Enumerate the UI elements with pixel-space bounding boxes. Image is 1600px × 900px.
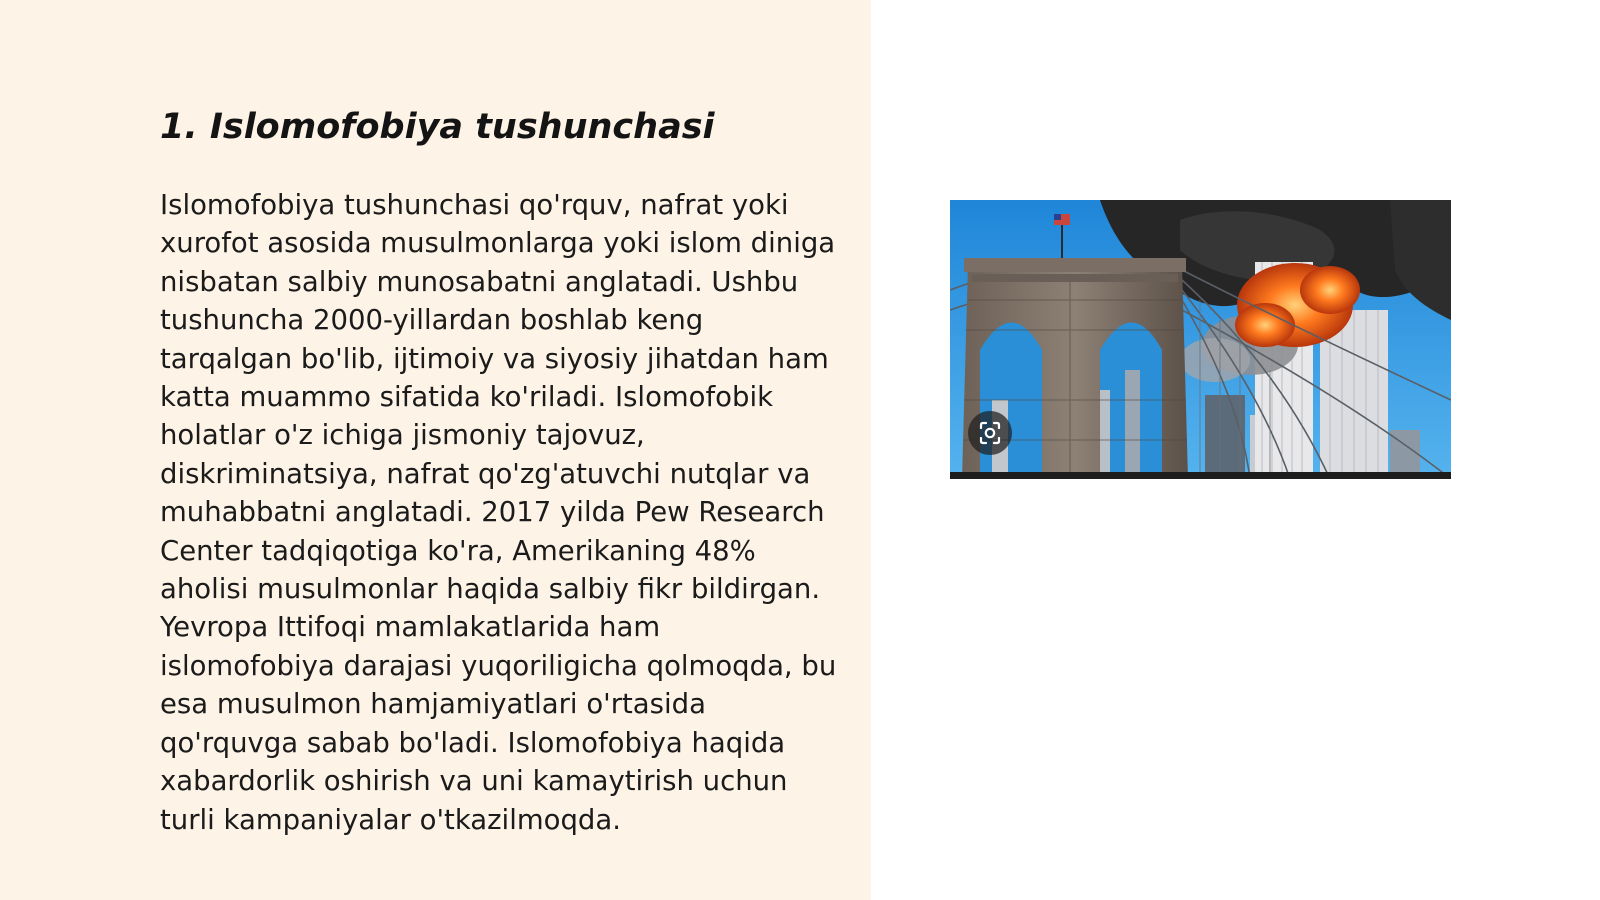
slide-paragraph: Islomofobiya tushunchasi qo'rquv, nafrat yoki xurofot asosida musulmonlarga yoki islom diniga nisbatan salbiy munosabatni anglatadi. Ushbu tushuncha 2000-yillardan boshlab keng tarqalgan bo'lib, ijtimoiy va siyosiy jihatdan ham katta muammo sifatida ko'riladi. Islomofobik holatlar o'z ichiga jismoniy tajovuz, diskriminatsiya, nafrat qo'zg'atuvchi nutqlar va muhabbatni anglatadi. 2017 yilda Pew Research Center tadqiqotiga ko'ra, Amerikaning 48% aholisi musulmonlar haqida salbiy fikr bildirgan. Yevropa Ittifoqi mamlakatlarida ham islomofobiya darajasi yuqoriligicha qolmoqda, bu esa musulmon hamjamiyatlari o'rtasida qo'rquvga sabab bo'ladi. Islomofobiya haqida xabardorlik oshirish va uni kamaytirish uchun turli kampaniyalar o'tkazilmoqda. bbox=[160, 189, 837, 836]
slide-heading: 1. Islomofobiya tushunchasi bbox=[160, 107, 715, 147]
image-search-icon bbox=[968, 411, 1012, 455]
slide-photo[interactable] bbox=[950, 200, 1451, 479]
photo-illustration bbox=[950, 200, 1451, 479]
image-search-button[interactable] bbox=[968, 411, 1012, 455]
